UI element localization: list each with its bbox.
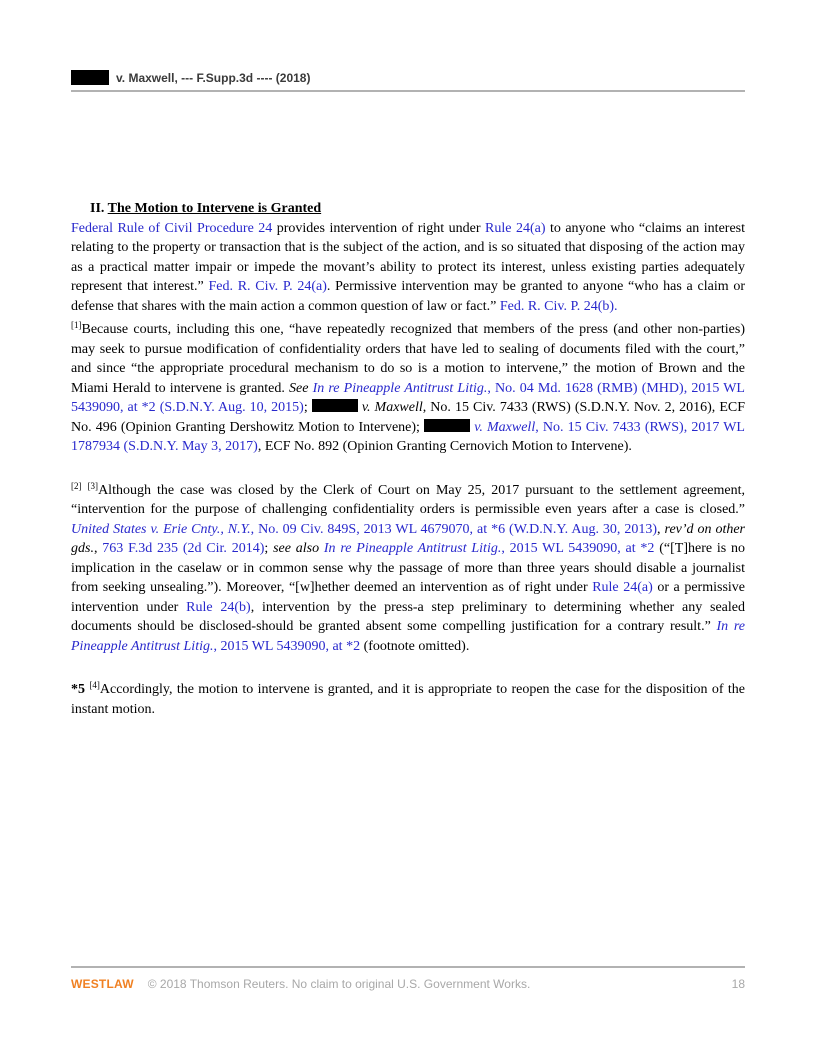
- citation-link[interactable]: In re Pineapple Antitrust Litig.: [71, 619, 745, 654]
- redaction-box: [312, 399, 358, 412]
- paragraph: [71, 676, 745, 719]
- page-footer: [71, 966, 745, 991]
- headnote-reference: [2]: [71, 480, 82, 491]
- text-segment: to anyone who “claims an interest relating to the property or transaction that is the subject of the action, and is so situated that disposing of the action may as a practical matter impair or impede the movant’s ability to protect its interest, unless existing parties adequately represent that interest.”: [71, 220, 745, 294]
- citation-link[interactable]: In re Pineapple Antitrust Litig.: [323, 541, 502, 556]
- text-segment: , intervention by the press-a step preliminary to determining whether any sealed documents should be disclosed-should be granted absent some compelling justification for a contrary result.”: [71, 599, 746, 634]
- text-segment: ;: [264, 541, 274, 556]
- citation-link[interactable]: Rule 24(a): [592, 580, 653, 595]
- section-title: The Motion to Intervene is Granted: [107, 201, 322, 216]
- page-header: [71, 70, 745, 92]
- headnote-reference: [3]: [87, 480, 99, 491]
- text-segment: rev’d on other gds.: [71, 521, 746, 556]
- text-segment: , No. 15 Civ. 7433 (RWS) (S.D.N.Y. Nov. 2, 2016), ECF No. 496 (Opinion Granting Dershowitz Motion to Intervene);: [71, 400, 746, 435]
- text-segment: v. Maxwell: [357, 400, 423, 415]
- text-segment: Although the case was closed by the Clerk of Court on May 25, 2017 pursuant to the settlement agreement, “intervention for the purpose of challenging confidentiality orders is permissible even years after a case is closed.”: [71, 482, 746, 517]
- paragraph: [71, 477, 745, 657]
- citation-link[interactable]: , 2015 WL 5439090, at *2: [501, 541, 655, 556]
- westlaw-logo: WESTLAW: [71, 977, 134, 991]
- text-segment: provides intervention of right under: [272, 220, 486, 236]
- redaction-box: [71, 70, 109, 85]
- text-segment: (“[T]here is no implication in the caselaw or in common sense why the passage of more than three years should disable a journalist from seeking unsealing.”). Moreover, “[w]hether deemed an intervention as of right under: [71, 541, 746, 595]
- text-segment: Because courts, including this one, “have repeatedly recognized that members of the press (and other non-parties) may seek to pursue modification of confidentiality orders that have led to sealing of documents filed with the court,” and since “the appropriate procedural mechanism to do so is a motion to intervene,” the motion of Brown and the Miami Herald to intervene is granted.: [71, 322, 745, 396]
- document-body: [71, 219, 745, 720]
- text-segment: ,: [657, 521, 665, 537]
- citation-link[interactable]: , No. 09 Civ. 849S, 2013 WL 4679070, at *6 (W.D.N.Y. Aug. 30, 2013): [250, 521, 658, 537]
- text-segment: See: [289, 380, 313, 396]
- text-segment: Accordingly, the motion to intervene is granted, and it is appropriate to reopen the case for the disposition of the instant motion.: [71, 682, 746, 717]
- page-number: 18: [731, 977, 745, 991]
- text-segment: , ECF No. 892 (Opinion Granting Cernovich Motion to Intervene).: [257, 439, 632, 454]
- text-segment: (footnote omitted).: [360, 638, 470, 654]
- document-content: [71, 199, 745, 739]
- citation-link[interactable]: v. Maxwell: [470, 419, 536, 435]
- citation-link[interactable]: , No. 15 Civ. 7433 (RWS), 2017 WL 1787934 (S.D.N.Y. May 3, 2017): [71, 419, 745, 454]
- header-citation: v. Maxwell, --- F.Supp.3d ---- (2018): [116, 71, 311, 85]
- citation-link[interactable]: Federal Rule of Civil Procedure 24: [71, 220, 273, 236]
- text-segment: or a permissive intervention under: [71, 580, 745, 615]
- citation-link[interactable]: Rule 24(b): [186, 599, 251, 615]
- citation-link[interactable]: , 2015 WL 5439090, at *2: [213, 638, 361, 654]
- text-segment: see also: [273, 541, 324, 556]
- headnote-reference: [1]: [71, 320, 82, 330]
- section-heading: [71, 199, 745, 219]
- citation-link[interactable]: , No. 04 Md. 1628 (RMB) (MHD), 2015 WL 5439090, at *2 (S.D.N.Y. Aug. 10, 2015): [71, 380, 745, 415]
- citation-link[interactable]: Fed. R. Civ. P. 24(b).: [499, 298, 618, 314]
- footer-copyright: © 2018 Thomson Reuters. No claim to original U.S. Government Works.: [147, 977, 531, 991]
- citation-link[interactable]: Rule 24(a): [485, 220, 546, 236]
- text-segment: *5: [71, 682, 90, 697]
- citation-link[interactable]: United States v. Erie Cnty., N.Y.: [71, 521, 251, 537]
- redaction-box: [424, 419, 470, 432]
- text-segment: . Permissive intervention may be granted to anyone “who has a claim or defense that shares with the main action a common question of law or fact.”: [71, 279, 746, 314]
- paragraph: [71, 219, 745, 317]
- paragraph: [71, 316, 745, 457]
- text-segment: ;: [303, 400, 312, 415]
- text-segment: ,: [93, 541, 103, 556]
- citation-link[interactable]: Fed. R. Civ. P. 24(a): [208, 279, 327, 294]
- section-numeral: II.: [90, 201, 108, 216]
- citation-link[interactable]: In re Pineapple Antitrust Litig.: [312, 380, 488, 396]
- headnote-reference: [4]: [89, 680, 100, 690]
- citation-link[interactable]: 763 F.3d 235 (2d Cir. 2014): [102, 541, 265, 556]
